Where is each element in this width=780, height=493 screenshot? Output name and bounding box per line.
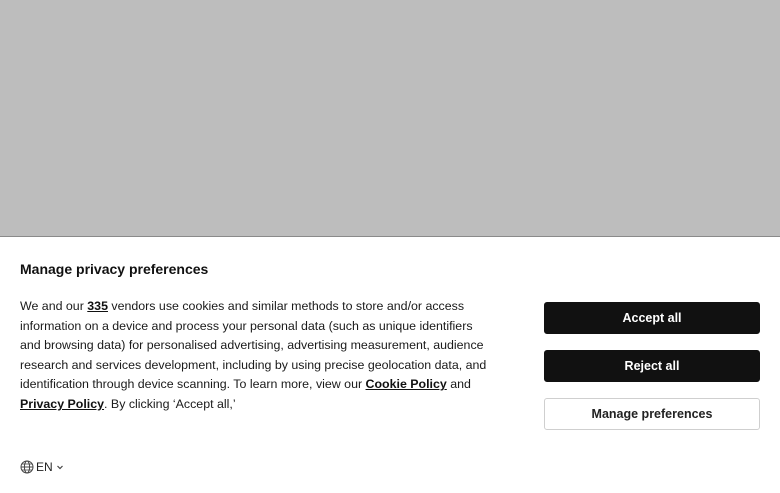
page-overlay	[0, 0, 780, 236]
privacy-policy-link[interactable]: Privacy Policy	[20, 396, 105, 411]
reject-all-button[interactable]: Reject all	[544, 350, 760, 382]
chevron-down-icon	[55, 462, 65, 472]
consent-text-part3: . By clicking ‘Accept all,’	[104, 396, 236, 411]
language-label: EN	[36, 460, 53, 474]
globe-icon	[20, 460, 34, 474]
manage-preferences-button[interactable]: Manage preferences	[544, 398, 760, 430]
banner-title: Manage privacy preferences	[20, 261, 209, 277]
cookie-policy-link[interactable]: Cookie Policy	[365, 377, 447, 392]
consent-text-part2: vendors use cookies and similar methods to store and/or access information on a device and process your personal data (such as unique identifiers and browsing data) for personalised advertising, advertising measurement, audience research and services development, including by using precise geolocation data, and identification through device scanning. To learn more, view our	[20, 299, 487, 392]
language-selector[interactable]	[20, 459, 65, 475]
vendor-count-link[interactable]: 335	[87, 299, 108, 313]
consent-description	[20, 297, 495, 415]
accept-all-button[interactable]: Accept all	[544, 302, 760, 334]
consent-text-and: and	[446, 377, 471, 392]
cookie-consent-banner	[0, 236, 780, 493]
consent-text-part1: We and our	[20, 299, 88, 313]
